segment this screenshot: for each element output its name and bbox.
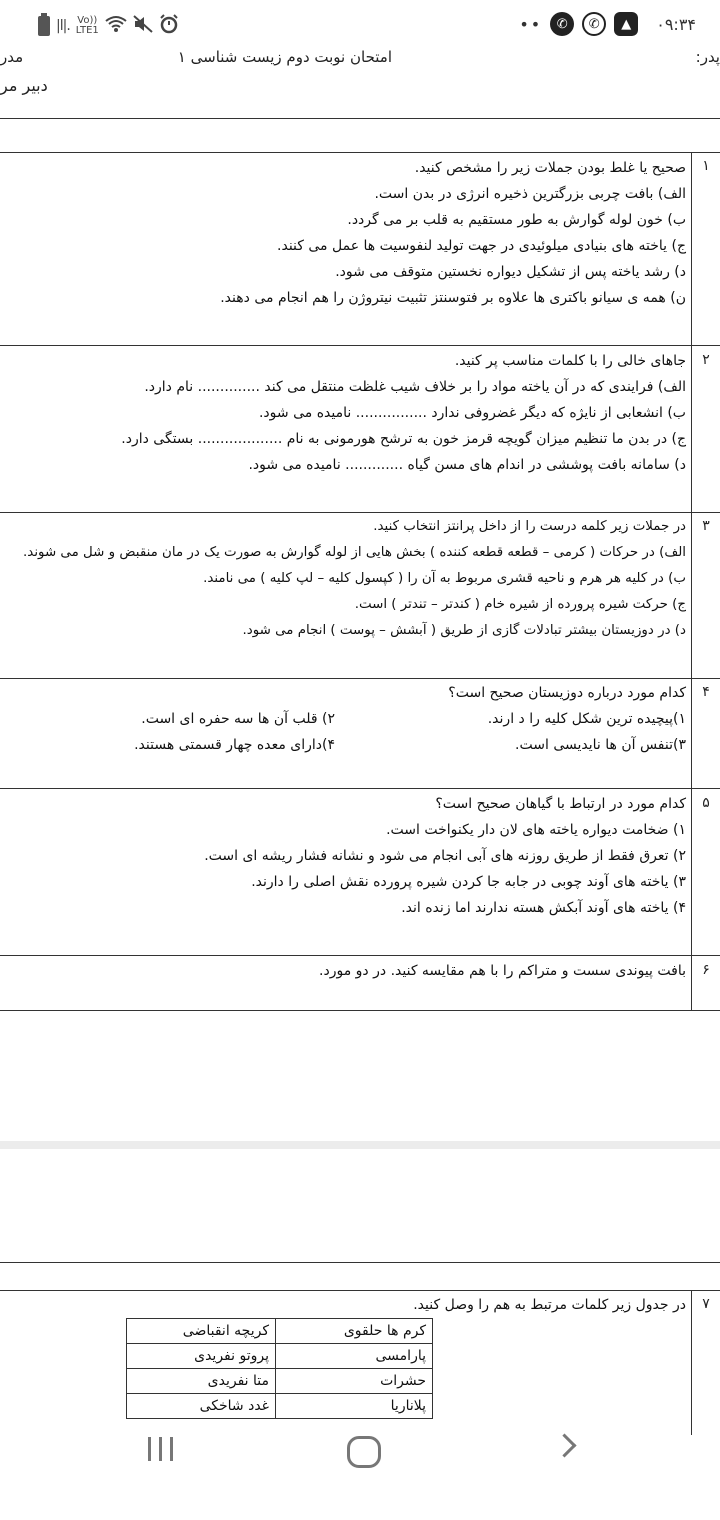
question-item: الف) بافت چربی بزرگترین ذخیره انرژی در بدن است. <box>374 186 686 202</box>
question-text: در جملات زیر کلمه درست را از داخل پرانتز انتخاب کنید. <box>373 519 686 534</box>
navigation-icon: ▲ <box>614 12 638 36</box>
option-1: ۱)پیچیده ترین شکل کلیه را د ارند. <box>487 711 686 727</box>
option-4: ۴)دارای معده چهار قسمتی هستند. <box>134 737 335 753</box>
question-item: ۳) یاخته های آوند چوبی در جابه جا کردن شیره پرورده نقش اصلی را دارند. <box>251 874 686 890</box>
recent-apps-button[interactable] <box>148 1437 173 1461</box>
status-right-icons <box>519 12 696 36</box>
question-number: ۳ <box>702 518 710 534</box>
mute-icon <box>133 15 153 37</box>
exam-title: امتحان نوبت دوم زیست شناسی ۱ <box>177 48 392 66</box>
question-item: ۲) تعرق فقط از طریق روزنه های آبی انجام می شود و نشانه فشار ریشه ای است. <box>204 848 686 864</box>
divider <box>0 788 720 789</box>
volte-bottom-label: LTE1 <box>75 25 99 36</box>
question-5 <box>204 791 686 921</box>
table-cell: کریچه انقباضی <box>127 1319 276 1344</box>
table-cell: حشرات <box>276 1369 433 1394</box>
matching-table <box>126 1318 433 1419</box>
question-number: ۵ <box>702 795 710 811</box>
question-number: ۴ <box>702 684 710 700</box>
question-number: ۲ <box>702 352 710 368</box>
question-item: ۴) یاخته های آوند آبکش هسته ندارند اما زنده اند. <box>401 900 686 916</box>
question-item: ج) یاخته های بنیادی میلوئیدی در جهت تولید لنفوسیت ها عمل می کنند. <box>277 238 686 254</box>
question-text: در جدول زیر کلمات مرتبط به هم را وصل کنید. <box>413 1297 686 1313</box>
question-number: ۷ <box>702 1296 710 1312</box>
question-text: بافت پیوندی سست و متراکم را با هم مقایسه کنید. در دو مورد. <box>319 963 686 979</box>
question-item: ب) انشعابی از نایژه که دیگر غضروفی ندارد ................ نامیده می شود. <box>258 405 686 421</box>
question-item: ب) در کلیه هر هرم و ناحیه قشری مربوط به آن را ( کپسول کلیه – لپ کلیه ) می نامند. <box>203 571 686 586</box>
question-text: جاهای خالی را با کلمات مناسب پر کنید. <box>454 353 686 369</box>
question-3 <box>23 514 686 644</box>
wifi-icon <box>105 15 127 37</box>
divider <box>0 118 720 119</box>
teacher-label: دبیر مر <box>0 76 48 95</box>
question-item: د) رشد یاخته پس از تشکیل دیواره نخستین متوقف می شود. <box>335 264 686 280</box>
whatsapp-icon: ✆ <box>582 12 606 36</box>
question-item: ج) در بدن ما تنظیم میزان گویچه قرمز خون به ترشح هورمونی به نام ................... بستگی دارد. <box>121 431 686 447</box>
table-cell: غدد شاخکی <box>127 1394 276 1419</box>
table-cell: پروتو نفریدی <box>127 1344 276 1369</box>
table-cell: کرم ها حلقوی <box>276 1319 433 1344</box>
question-item: ۱) ضخامت دیواره یاخته های لان دار یکنواخت است. <box>386 822 686 838</box>
option-2: ۲) قلب آن ها سه حفره ای است. <box>141 711 335 727</box>
status-left-icons <box>38 14 179 38</box>
table-row <box>127 1394 433 1419</box>
divider <box>0 512 720 513</box>
question-text: صحیح یا غلط بودن جملات زیر را مشخص کنید. <box>414 160 686 176</box>
table-row <box>127 1369 433 1394</box>
recent-apps-icon <box>159 1437 162 1461</box>
question-text: کدام مورد درباره دوزیستان صحیح است؟ <box>448 685 686 701</box>
table-cell: پلاناریا <box>276 1394 433 1419</box>
question-item: ن) همه ی سیانو باکتری ها علاوه بر فتوسنتز تثبیت نیتروژن را هم انجام می دهند. <box>220 290 686 306</box>
question-7 <box>413 1292 686 1318</box>
table-cell: متا نفریدی <box>127 1369 276 1394</box>
whatsapp-icon: ✆ <box>550 12 574 36</box>
table-row <box>127 1344 433 1369</box>
divider <box>0 1010 720 1011</box>
question-item: الف) فرایندی که در آن یاخته مواد را بر خلاف شیب غلظت منتقل می کند .............. نام دارد. <box>144 379 686 395</box>
volte-icon <box>76 16 99 36</box>
question-number: ۱ <box>702 158 710 174</box>
divider <box>0 152 720 153</box>
signal-icon: |l|. <box>56 18 70 34</box>
table-row <box>127 1319 433 1344</box>
number-column-divider <box>691 152 692 1010</box>
option-3: ۳)تنفس آن ها نایدیسی است. <box>515 737 686 753</box>
more-notifications-dots: •• <box>519 14 543 34</box>
divider <box>0 955 720 956</box>
question-item: الف) در حرکات ( کرمی – قطعه قطعه کننده ) بخش هایی از لوله گوارش به صورت یک در مان منقبض و شل می شوند. <box>23 545 686 560</box>
divider <box>0 678 720 679</box>
question-item: ج) حرکت شیره پرورده از شیره خام ( کندتر – تندتر ) است. <box>354 597 686 612</box>
school-label: مدر <box>0 48 24 66</box>
father-name-label: پدر: <box>695 48 720 66</box>
page-break <box>0 1141 720 1149</box>
status-time: ۰۹:۳۴ <box>656 14 696 34</box>
question-item: د) سامانه بافت پوششی در اندام های مسن گیاه ............. نامیده می شود. <box>248 457 686 473</box>
question-text: کدام مورد در ارتباط با گیاهان صحیح است؟ <box>435 796 686 812</box>
recent-apps-icon <box>148 1437 151 1461</box>
divider <box>0 345 720 346</box>
divider <box>0 1290 720 1291</box>
question-number: ۶ <box>702 962 710 978</box>
question-1 <box>220 155 686 311</box>
question-6 <box>319 958 686 984</box>
table-cell: پارامسی <box>276 1344 433 1369</box>
alarm-icon <box>159 14 179 38</box>
question-2 <box>121 348 686 478</box>
recent-apps-icon <box>170 1437 173 1461</box>
exam-header <box>0 48 720 95</box>
question-item: ب) خون لوله گوارش به طور مستقیم به قلب بر می گردد. <box>347 212 686 228</box>
battery-icon <box>38 16 50 36</box>
question-item: د) در دوزیستان بیشتر تبادلات گازی از طریق ( آبشش – پوست ) انجام می شود. <box>242 623 686 638</box>
question-4 <box>448 680 686 706</box>
volte-top-label: Vo)) <box>77 15 98 26</box>
home-button[interactable] <box>347 1436 381 1468</box>
status-bar <box>0 0 720 46</box>
divider <box>0 1262 720 1263</box>
